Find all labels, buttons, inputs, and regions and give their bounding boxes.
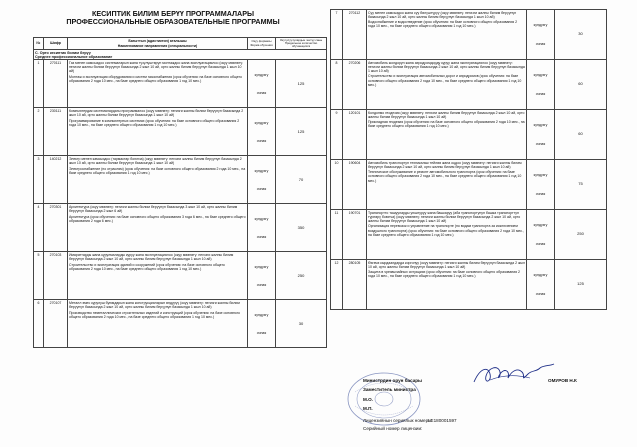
study-form <box>248 204 276 252</box>
program-name <box>367 260 527 310</box>
program-name-ru: Архитектура (срок обучения: на базе основного общего образования 3 года 6 мес., на базе среднего общего образования 2 года 6 мес.) <box>69 214 246 223</box>
programs-table-left <box>33 37 327 348</box>
header-direction <box>68 38 248 50</box>
study-form-ky: кундузгу <box>533 23 548 28</box>
program-name-ru: Электроснабжение (по отраслям) (срок обучения: на базе основного общего образования 2 года 10 мес., на базе среднего общего образования 1 год 10 мес.) <box>69 166 246 175</box>
deputy-minister-ky: Министрдин орун басары <box>363 378 422 383</box>
program-code: 120101 <box>343 110 367 160</box>
study-form <box>527 160 555 210</box>
header-quota <box>276 38 327 50</box>
study-form <box>527 10 555 60</box>
study-form-ky: кундузгу <box>533 73 548 78</box>
program-name-ru: Техническое обслуживание и ремонт автомобильного транспорта (срок обучения: на базе основного общего образования 2 года 10 мес., на базе среднего общего образования 1 год 10 мес.) <box>368 170 522 183</box>
program-name-ru: Защита в чрезвычайных ситуациях (срок обучения: на базе основного общего образования 2 года 10 мес., на базе среднего общего образования 1 год 10 мес.) <box>368 270 520 279</box>
header-quota-ky: Окутулуучулардын чектүү саны <box>279 37 323 42</box>
study-form-ky: кундузгу <box>533 223 548 228</box>
program-name <box>68 252 248 300</box>
program-name-ru: Организация перевозок и управление на транспорте (по видам транспорта за исключением воздушного транспорта) (срок обучения: на базе основного общего образования 2 года 10 мес., на базе среднего общего образования 1 год 10 мес.) <box>368 224 524 237</box>
header-direction-ru: Наименование направления (специальности) <box>117 43 198 48</box>
study-form-ky: кундузгу <box>533 173 548 178</box>
header-form-ky: Окуу формасы <box>251 39 272 44</box>
study-form-ky: кундузгу <box>254 312 269 317</box>
row-number: 1 <box>34 60 44 108</box>
table-row <box>331 160 607 210</box>
table-row <box>34 300 327 348</box>
row-number: 11 <box>331 210 343 260</box>
table-row <box>34 60 327 108</box>
program-name-ky: Автомобиль транспортун техникалык тейлөө жана оңдоо (окуу мөөнөтү: негизги жалпы билим берүүнүн базасында 2 жыл 10 ай, орто жалпы билим берүүнүн базасында 1 жыл 10 ай) <box>368 160 522 169</box>
study-form <box>527 110 555 160</box>
minister-name: ОМУРОВ Н.К <box>548 378 577 383</box>
program-code: 270103 <box>44 252 68 300</box>
study-form-ky: кундузгу <box>254 216 269 221</box>
program-code: 190604 <box>343 160 367 210</box>
student-quota: 60 <box>555 60 607 110</box>
study-form-ky: кундузгу <box>254 120 269 125</box>
program-code: 140212 <box>44 156 68 204</box>
student-quota: 250 <box>555 210 607 260</box>
program-name <box>68 60 248 108</box>
row-number: 5 <box>34 252 44 300</box>
program-name <box>68 108 248 156</box>
program-name-ru: Программирование в компьютерных системах (срок обучения: на базе основного общего образования 2 года 10 мес., на базе среднего общего образования 1 год 10 мес.) <box>69 118 240 127</box>
student-quota: 75 <box>555 160 607 210</box>
table-row <box>331 110 607 160</box>
study-form-ru: очная <box>535 291 546 296</box>
program-code: 280105 <box>343 260 367 310</box>
study-form <box>248 108 276 156</box>
program-name-ky: Суу менен камсыздоо жана суу бөлүштүрүү (окуу мөөнөтү: негизги жалпы билим берүүнүн базасында 2 жыл 10 ай, орто жалпы билим берүүнүн базасында 1 жыл 10 ай) <box>368 10 517 19</box>
license-serial-label-ky: Лицензиянын сериялык номери: <box>363 418 432 423</box>
study-form-ky: кундузгу <box>254 168 269 173</box>
program-name-ky: Имараттарды жана курулмаларды куруу жана эксплуатациялоо (окуу мөөнөтү: негизги жалпы билим берүүнүн базасында 2 жыл 10 ай, орто жалпы билим берүүнүн базасында 1 жыл 10 ай) <box>69 253 234 262</box>
program-name-ru: Монтаж и эксплуатация оборудования и систем газоснабжения (срок обучения: на базе основного общего образования 2 года 10 мес., на базе среднего общего образования 1 год 10 мес.) <box>69 74 242 84</box>
row-number: 6 <box>34 300 44 348</box>
study-form-ky: кундузгу <box>533 273 548 278</box>
program-name-ru: Производство неметаллических строительных изделий и конструкций (срок обучения: на базе основного общего образования 2 года 10 мес., на базе среднего общего образования 1 год 10 мес.) <box>69 310 240 319</box>
study-form-ru: очная <box>256 138 267 143</box>
program-code: 270206 <box>343 60 367 110</box>
student-quota: 30 <box>555 10 607 60</box>
study-form-ru: очная <box>535 191 546 196</box>
deputy-minister-ru: Заместитель министра <box>363 387 416 392</box>
row-number: 3 <box>34 156 44 204</box>
program-name-ky: Металл эмес курулуш буюмдарын жана конструкцияларын өндүрүү (окуу мөөнөтү: негизги жалпы билим берүүнүн базасында 2 жыл 10 ай, орто жалпы билим берүүнүн базасында 1 жыл 10 ай) <box>69 301 240 310</box>
header-num: № <box>34 38 44 50</box>
program-code: 230111 <box>44 108 68 156</box>
row-number: 4 <box>34 204 44 252</box>
student-quota: 125 <box>555 260 607 310</box>
study-form-ru: очная <box>256 234 267 239</box>
seal-mark-ky: М.О. <box>363 397 373 402</box>
program-name <box>367 160 527 210</box>
program-name-ky: Автомобиль жолдорун жана аэродромдорду куруу жана эксплуатациялоо (окуу мөөнөтү: негизги жалпы билим берүүнүн базасында 2 жыл 10 ай, орто жалпы билим берүүнүн базасында 1 жыл 10 ай) <box>368 60 525 73</box>
program-code: 270301 <box>44 204 68 252</box>
study-form <box>527 60 555 110</box>
row-number: 8 <box>331 60 343 110</box>
table-body-right <box>331 10 607 310</box>
row-number: 12 <box>331 260 343 310</box>
license-serial-label-ru: Серийный номер лицензии: <box>363 426 423 431</box>
seal-mark-ru: М.П. <box>363 406 373 411</box>
program-name-ru: Прикладная геодезия (срок обучения: на базе основного общего образования 2 года 10 мес., на базе среднего общего образования 1 год 10 мес.) <box>368 120 525 129</box>
table-row <box>331 260 607 310</box>
program-name-ky: Архитектура (окуу мөөнөтү: негизги жалпы билим берүүнүн базасында 3 жыл 10 ай, орто жалпы билим берүүнүн базасында 2 жыл 6 ай) <box>69 205 238 214</box>
header-form <box>248 38 276 50</box>
student-quota: 70 <box>276 156 327 204</box>
row-number: 2 <box>34 108 44 156</box>
header-code: Шифр <box>44 38 68 50</box>
table-row <box>34 108 327 156</box>
program-name <box>367 210 527 260</box>
program-code: 270107 <box>44 300 68 348</box>
study-form <box>248 156 276 204</box>
study-form-ru: очная <box>535 91 546 96</box>
student-quota: 125 <box>276 108 327 156</box>
student-quota: 125 <box>276 60 327 108</box>
study-form-ru: очная <box>256 90 267 95</box>
header-form-ru: Форма обучения <box>250 42 273 47</box>
row-number: 10 <box>331 160 343 210</box>
document-title <box>38 10 308 27</box>
license-serial-number: LE180001597 <box>428 418 457 423</box>
program-name <box>367 110 527 160</box>
study-form-ky: кундузгу <box>533 123 548 128</box>
table-row <box>34 204 327 252</box>
section-row <box>34 50 327 60</box>
program-name <box>367 10 527 60</box>
program-name-ky: Электр менен камсыздоо (тармактар боюнча) (окуу мөөнөтү: негизги жалпы билим берүүнүн базасында 2 жыл 10 ай, орто жалпы билим берүүнүн базасында 1 жыл 10 ай) <box>69 157 242 166</box>
student-quota: 350 <box>276 204 327 252</box>
table-body-left <box>34 60 327 348</box>
program-name-ky: Компьютердик системалардагы программалоо (окуу мөөнөтү: негизги жалпы билим берүүнүн базасында 2 жыл 10 ай, орто жалпы билим берүүнүн базасында 1 жыл 10 ай) <box>69 109 244 118</box>
row-number: 9 <box>331 110 343 160</box>
study-form <box>527 210 555 260</box>
program-name-ky: Колдонмо геодезия (окуу мөөнөтү: негизги жалпы билим берүүнүн базасында 2 жыл 10 ай, орто жалпы билим берүүнүн базасында 1 жыл 10 ай) <box>368 110 525 119</box>
program-code: 270112 <box>343 10 367 60</box>
study-form-ky: кундузгу <box>254 72 269 77</box>
program-name-ky: Транспортто ташууларды уюштуруу жана башкаруу (аба транспортунун башка транспорттун түрлөрү боюнча) (окуу мөөнөтү: негизги жалпы билим берүүнүн базасында 2 жыл 10 ай, орто жалпы билим берүүнүн базасында 1 жыл 10 ай) <box>368 210 521 223</box>
student-quota: 60 <box>555 110 607 160</box>
program-name-ky: Газ менен камсыздоо системаларын жана түзүлүштөрүн монтаждоо жана эксплуатациялоо (окуу мөөнөтү: негизги жалпы билим берүүнүн базасында 2 жыл 10 ай, орто жалпы билим берүүнүн базасында 1 жыл 10 ай) <box>69 61 244 74</box>
program-code: 190701 <box>343 210 367 260</box>
study-form <box>248 300 276 348</box>
table-row <box>331 210 607 260</box>
program-name <box>367 60 527 110</box>
signature-icon <box>470 362 556 388</box>
study-form-ky: кундузгу <box>254 264 269 269</box>
study-form-ru: очная <box>535 41 546 46</box>
program-name <box>68 156 248 204</box>
table-row <box>331 60 607 110</box>
program-name-ru: Строительство и эксплуатация автомобильных дорог и аэродромов (срок обучения: на базе основного общего образования 2 года 10 мес., на базе среднего общего образования 1 год 10 мес.) <box>368 74 522 87</box>
student-quota: 30 <box>276 300 327 348</box>
study-form-ru: очная <box>535 241 546 246</box>
study-form-ru: очная <box>256 282 267 287</box>
title-kyrgyz: КЕСИПТИК БИЛИМ БЕРҮҮ ПРОГРАММАЛАРЫ <box>91 9 255 18</box>
program-code: 270111 <box>44 60 68 108</box>
row-number: 7 <box>331 10 343 60</box>
header-quota-ru: Предельное количество обучающихся <box>284 40 318 49</box>
table-row <box>34 252 327 300</box>
section-title-ru: Среднее профессиональное образование <box>35 54 113 59</box>
title-russian: ПРОФЕССИОНАЛЬНЫЕ ОБРАЗОВАТЕЛЬНЫЕ ПРОГРАММЫ <box>66 17 280 27</box>
program-name-ru: Водоснабжение и водоотведение (срок обучения: на базе основного общего образования 2 года 10 мес., на базе среднего общего образования 1 год 10 мес.) <box>368 20 518 29</box>
programs-table-right <box>330 9 607 310</box>
study-form-ru: очная <box>535 141 546 146</box>
study-form <box>248 252 276 300</box>
study-form <box>248 60 276 108</box>
study-form-ru: очная <box>256 330 267 335</box>
section-title-ky: С. Орто кесиптик билим берүү <box>35 50 91 55</box>
section-title <box>34 50 327 60</box>
program-name-ky: Өзгөчө кырдаалдарда коргонуу (окуу мөөнөтү: негизги жалпы билим берүүнүн базасында 2 жыл 10 ай, орто жалпы билим берүүнүн базасында 1 жыл 10 ай) <box>368 260 525 269</box>
table-row <box>331 10 607 60</box>
header-direction-ky: Багыттын (адистиктин) аталышы <box>128 39 187 44</box>
table-row <box>34 156 327 204</box>
program-name-ru: Строительство и эксплуатация зданий и сооружений (срок обучения: на базе основного общего образования 2 года 10 мес., на базе среднего общего образования 1 год 10 мес.) <box>69 262 225 271</box>
program-name <box>68 204 248 252</box>
study-form-ru: очная <box>256 186 267 191</box>
study-form <box>527 260 555 310</box>
program-name <box>68 300 248 348</box>
table-header-row <box>34 38 327 50</box>
student-quota: 250 <box>276 252 327 300</box>
